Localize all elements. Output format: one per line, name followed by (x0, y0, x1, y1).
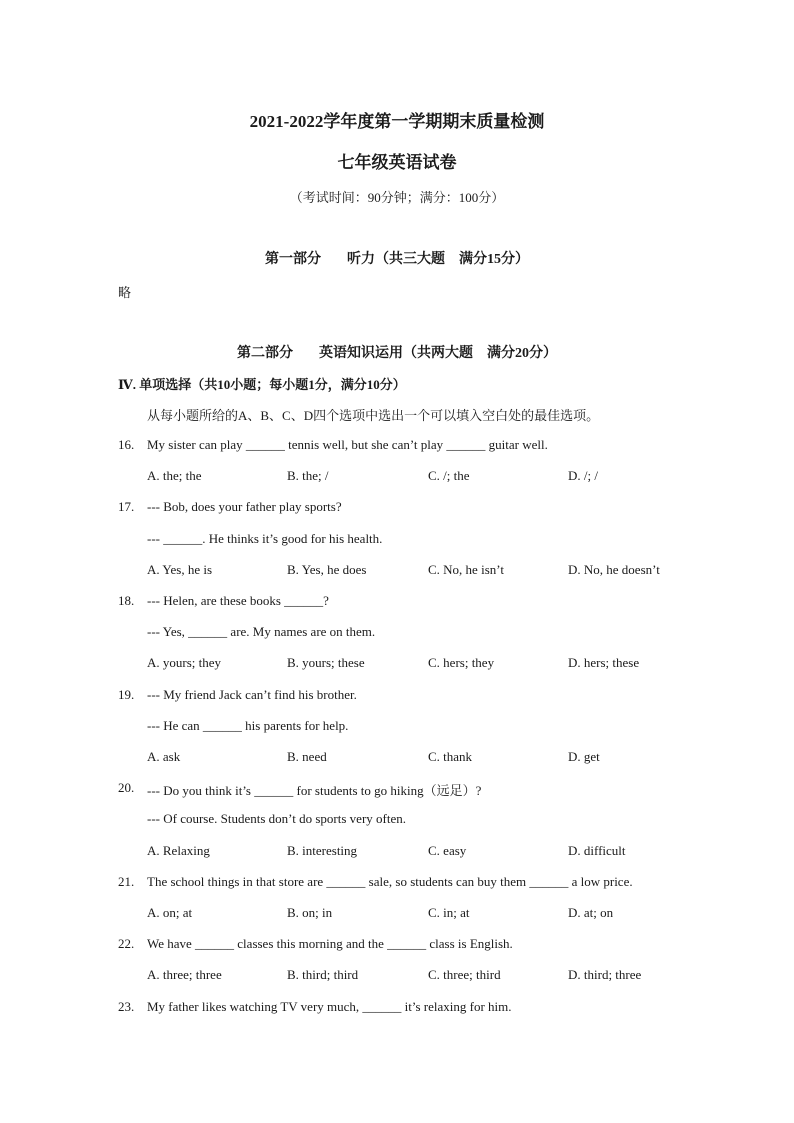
question-number: 21. (118, 873, 135, 889)
question-text: --- He can ______ his parents for help. (147, 717, 349, 733)
question-text: We have ______ classes this morning and the ______ class is English. (147, 936, 513, 952)
question-text: --- Helen, are these books ______? (147, 593, 329, 608)
answer-option: A. ask (147, 749, 181, 764)
answer-option: D. third; three (568, 967, 642, 983)
answer-option: C. No, he isn’t (428, 561, 504, 577)
part1-label: 第一部分 (265, 252, 321, 267)
question-text: --- Bob, does your father play sports? (147, 499, 342, 515)
part2-label: 第二部分 (237, 346, 293, 361)
question-number: 23. (118, 998, 135, 1014)
part1-heading (0, 248, 794, 268)
question-number: 16. (118, 437, 135, 452)
answer-option: B. Yes, he does (287, 561, 367, 577)
question-text: --- My friend Jack can’t find his brother. (147, 686, 357, 702)
section-instruction: 从每小题所给的A、B、C、D四个选项中选出一个可以填入空白处的最佳选项。 (147, 408, 600, 423)
question-text: --- Yes, ______ are. My names are on them. (147, 624, 376, 640)
exam-subtitle: 七年级英语试卷 (337, 153, 457, 172)
answer-option: C. three; third (428, 967, 501, 983)
answer-option: C. /; the (428, 468, 470, 484)
answer-option: D. No, he doesn’t (568, 561, 660, 577)
answer-option: C. hers; they (428, 655, 495, 671)
answer-option: D. /; / (568, 468, 598, 484)
answer-option: B. yours; these (287, 655, 365, 671)
answer-option: D. at; on (568, 905, 614, 920)
answer-option: C. easy (428, 842, 467, 858)
question-text: --- Do you think it’s ______ for students to go hiking（远足）? (147, 783, 482, 799)
question-number: 19. (118, 686, 135, 702)
question-text: The school things in that store are ______ sale, so students can buy them ______ a low price. (147, 873, 633, 889)
section-heading: Ⅳ. 单项选择（共10小题；每小题1分，满分10分） (118, 377, 406, 392)
answer-option: C. in; at (428, 905, 470, 920)
question-number: 17. (118, 499, 135, 515)
exam-info: （考试时间：90分钟；满分：100分） (289, 190, 505, 205)
question-text: --- ______. He thinks it’s good for his health. (147, 530, 383, 546)
question-number: 20. (118, 780, 135, 796)
part2-heading (0, 342, 794, 362)
answer-option: B. the; / (287, 468, 329, 484)
answer-option: B. on; in (287, 905, 333, 920)
answer-option: D. hers; these (568, 655, 640, 671)
answer-option: B. third; third (287, 967, 359, 983)
question-text: My sister can play ______ tennis well, but she can’t play ______ guitar well. (147, 437, 548, 452)
answer-option: A. Relaxing (147, 842, 210, 858)
answer-option: A. the; the (147, 468, 202, 484)
question-text: --- Of course. Students don’t do sports very often. (147, 811, 406, 827)
exam-title: 2021-2022学年度第一学期期末质量检测 (249, 112, 545, 131)
answer-option: B. need (287, 749, 327, 764)
answer-option: A. yours; they (147, 655, 222, 671)
part2-title: 英语知识运用（共两大题 满分20分） (319, 346, 557, 361)
part1-title: 听力（共三大题 满分15分） (347, 252, 529, 267)
answer-option: C. thank (428, 749, 473, 764)
part1-content: 略 (118, 285, 132, 300)
answer-option: B. interesting (287, 842, 358, 858)
question-number: 22. (118, 936, 135, 952)
answer-option: D. difficult (568, 842, 626, 858)
answer-option: D. get (568, 749, 600, 764)
answer-option: A. three; three (147, 967, 222, 983)
question-text: My father likes watching TV very much, ______ it’s relaxing for him. (147, 998, 512, 1014)
answer-option: A. on; at (147, 905, 193, 920)
answer-option: A. Yes, he is (147, 561, 213, 577)
question-number: 18. (118, 593, 135, 608)
